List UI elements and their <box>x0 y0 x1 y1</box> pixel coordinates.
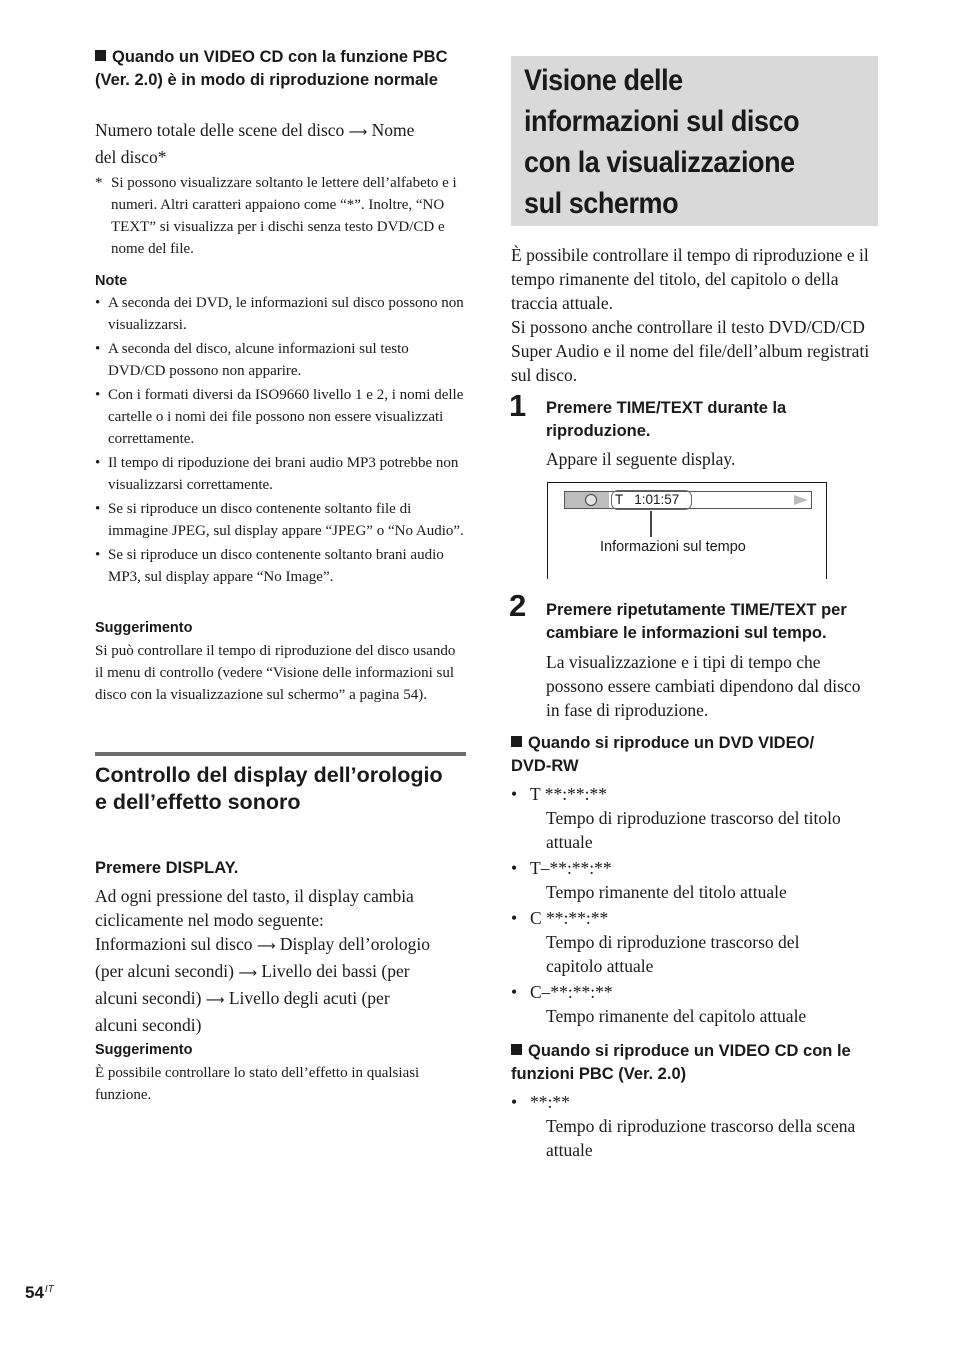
tip-label: Suggerimento <box>95 1042 193 1058</box>
step-text: La visualizzazione e i tipi di tempo che possono essere cambiati dipendono dal disco in fase di riproduzione. <box>546 652 861 720</box>
arrow-right-icon: ⟶ <box>348 125 368 140</box>
list-item: • Se si riproduce un disco contenente soltanto file di immagine JPEG, sul display appare “JPEG” o “No Audio”. <box>95 498 467 542</box>
list-item: • A seconda dei DVD, le informazioni sul disco possono non visualizzarsi. <box>95 292 467 336</box>
tip-text: Si può controllare il tempo di riproduzione del disco usando il menu di controllo (vedere “Visione delle informazioni sul disco con la visualizzazione sul schermo” a pagina 54). <box>95 643 456 703</box>
arrow-right-icon: ⟶ <box>256 939 276 954</box>
section-heading: Controllo del display dell’orologio e dell’effetto sonoro <box>95 763 443 814</box>
step-text: Appare il seguente display. <box>546 449 736 469</box>
step-number: 1 <box>509 388 527 423</box>
step-number: 2 <box>509 588 527 623</box>
list-item: • T–**:**:** Tempo rimanente del titolo attuale <box>511 858 787 902</box>
list-item: • C–**:**:** Tempo rimanente del capitolo attuale <box>511 982 807 1026</box>
press-display-instruction: Premere DISPLAY. <box>95 859 239 877</box>
square-bullet-icon <box>511 1044 522 1055</box>
list-item: • C **:**:** Tempo di riproduzione trascorso del capitolo attuale <box>511 908 800 976</box>
list-item: • A seconda del disco, alcune informazioni sul testo DVD/CD possono non apparire. <box>95 338 467 382</box>
list-item: • Con i formati diversi da ISO9660 livello 1 e 2, i nomi delle cartelle o i nomi dei file possono non essere visualizzati correttamente. <box>95 384 467 450</box>
list-item: • T **:**:** Tempo di riproduzione trascorso del titolo attuale <box>511 784 841 852</box>
vcd-heading: Quando si riproduce un VIDEO CD con le funzioni PBC (Ver. 2.0) <box>511 1042 851 1083</box>
list-item: • Il tempo di ripoduzione dei brani audio MP3 potrebbe non visualizzarsi correttamente. <box>95 452 467 496</box>
note-label: Note <box>95 273 128 289</box>
display-caption: Informazioni sul tempo <box>600 539 746 555</box>
page-number: $54^{IT}$ <box>25 1283 54 1302</box>
onscreen-display-illustration <box>547 482 827 579</box>
square-bullet-icon <box>511 736 522 747</box>
list-item: • Se si riproduce un disco contenente soltanto brani audio MP3, sul display appare “No Image”. <box>95 544 467 588</box>
cycle-description: Ad ogni pressione del tasto, il display cambia ciclicamente nel modo seguente: Informazioni sul disco ⟶ Display dell’orologio (per alcuni secondi) ⟶ Livello dei bassi (per alcuni secondi) ⟶ Livello degli acuti (per alcuni secondi) <box>95 886 431 1035</box>
title-box <box>511 56 878 226</box>
display-bar <box>564 491 812 509</box>
arrow-right-icon: ⟶ <box>238 966 257 981</box>
callout-line <box>650 511 652 537</box>
step-title: Premere TIME/TEXT durante la riproduzione. <box>546 399 787 440</box>
arrow-right-icon: ⟶ <box>205 993 225 1008</box>
notes-list <box>95 292 467 590</box>
section-rule <box>95 752 466 756</box>
play-icon <box>794 495 808 505</box>
step-title: Premere ripetutamente TIME/TEXT per cambiare le informazioni sul tempo. <box>546 601 847 642</box>
page-title: Visione delle informazioni sul disco con la visualizzazione sul schermo <box>524 64 800 220</box>
list-item: • **:** Tempo di riproduzione trascorso della scena attuale <box>511 1092 856 1160</box>
dvd-time-list <box>511 782 881 1030</box>
square-bullet-icon <box>95 50 106 61</box>
pbc-heading: Quando un VIDEO CD con la funzione PBC (Ver. 2.0) è in modo di riproduzione normale <box>95 48 448 89</box>
intro-text: È possibile controllare il tempo di riproduzione e il tempo rimanente del titolo, del capitolo o della traccia attuale. Si possono anche controllare il testo DVD/CD/CD Super Audio e il nome del file/dell’album registrati sul disco. <box>511 245 870 385</box>
tip-text: È possibile controllare lo stato dell’effetto in qualsiasi funzione. <box>95 1065 420 1103</box>
footnote: * Si possono visualizzare soltanto le lettere dell’alfabeto e i numeri. Altri caratteri appaiono come “*”. Inoltre, “NO TEXT” si visualizza per i dischi senza testo DVD/CD e nome del file. <box>95 175 457 257</box>
tip-label: Suggerimento <box>95 620 193 636</box>
pbc-description: Numero totale delle scene del disco ⟶ Nome del disco* <box>95 120 415 167</box>
disc-icon-area <box>565 492 609 508</box>
vcd-time-list <box>511 1090 881 1164</box>
dvd-heading: Quando si riproduce un DVD VIDEO/ DVD-RW <box>511 734 815 775</box>
time-readout: T 1:01:57 <box>611 490 692 510</box>
disc-icon <box>585 494 597 506</box>
